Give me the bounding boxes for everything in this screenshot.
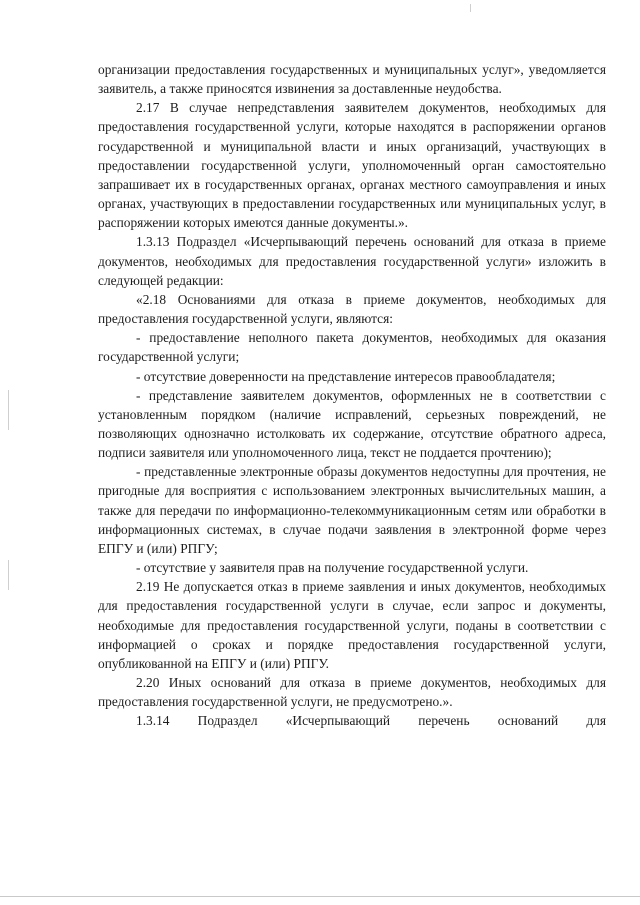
paragraph-2-18: «2.18 Основаниями для отказа в приеме документов, необходимых для предоставления государственной услуги, являются:: [98, 291, 606, 327]
scan-edge-line: [0, 896, 640, 897]
document-body: [98, 60, 606, 730]
paragraph-2-17: 2.17 В случае непредставления заявителем документов, необходимых для предоставления государственной услуги, которые находятся в распоряжении органов государственной и муниципальной власти и иных организаций, участвующих в предоставлении государственной услуги, уполномоченный орган самостоятельно запрашивает их в государственных органах, органах местного самоуправления и иных органах, участвующих в предоставлении государственных или муниципальных услуг, в распоряжении которых имеются данные документы.».: [98, 100, 606, 231]
list-item-incomplete-package: - предоставление неполного пакета документов, необходимых для оказания государственной услуги;: [98, 330, 606, 365]
scan-artifact-left-2: [8, 560, 9, 590]
paragraph-2-19: 2.19 Не допускается отказ в приеме заявления и иных документов, необходимых для предоставления государственной услуги в случае, если запрос и документы, необходимые для предоставления государственной услуги, поданы в соответствии с информацией о сроках и порядке предоставления государственной услуги, опубликованной на ЕПГУ и (или) РПГУ.: [98, 579, 606, 671]
list-item-no-rights: - отсутствие у заявителя прав на получение государственной услуги.: [136, 560, 529, 576]
paragraph-2-20: 2.20 Иных оснований для отказа в приеме документов, необходимых для предоставления государственной услуги, не предусмотрено.».: [98, 675, 606, 710]
paragraph-1-3-14: 1.3.14 Подраздел «Исчерпывающий перечень оснований для: [136, 713, 606, 729]
scan-artifact-left: [8, 390, 9, 430]
scan-artifact-top: [470, 4, 471, 12]
list-item-no-power-of-attorney: - отсутствие доверенности на представление интересов правообладателя;: [136, 368, 556, 384]
paragraph-1-3-13: 1.3.13 Подраздел «Исчерпывающий перечень оснований для отказа в приеме документов, необходимых для предоставления государственной услуги» изложить в следующей редакции:: [98, 234, 606, 288]
paragraph-continuation: организации предоставления государственных и муниципальных услуг», уведомляется заявитель, а также приносятся извинения за доставленные неудобства.: [98, 62, 606, 97]
list-item-unreadable-electronic: - представленные электронные образы документов недоступны для прочтения, не пригодные для восприятия с использованием электронных вычислительных машин, а также для передачи по информационно-телекоммуникационным сетям или обработки в информационных системах, в случае подачи заявления в электронной форме через ЕПГУ и (или) РПГУ;: [98, 464, 606, 556]
list-item-improper-documents: - представление заявителем документов, оформленных не в соответствии с установленным порядком (наличие исправлений, серьезных повреждений, не позволяющих однозначно истолковать их содержание, отсутствие обратного адреса, подписи заявителя или уполномоченного лица, текст не поддается прочтению);: [98, 387, 606, 461]
